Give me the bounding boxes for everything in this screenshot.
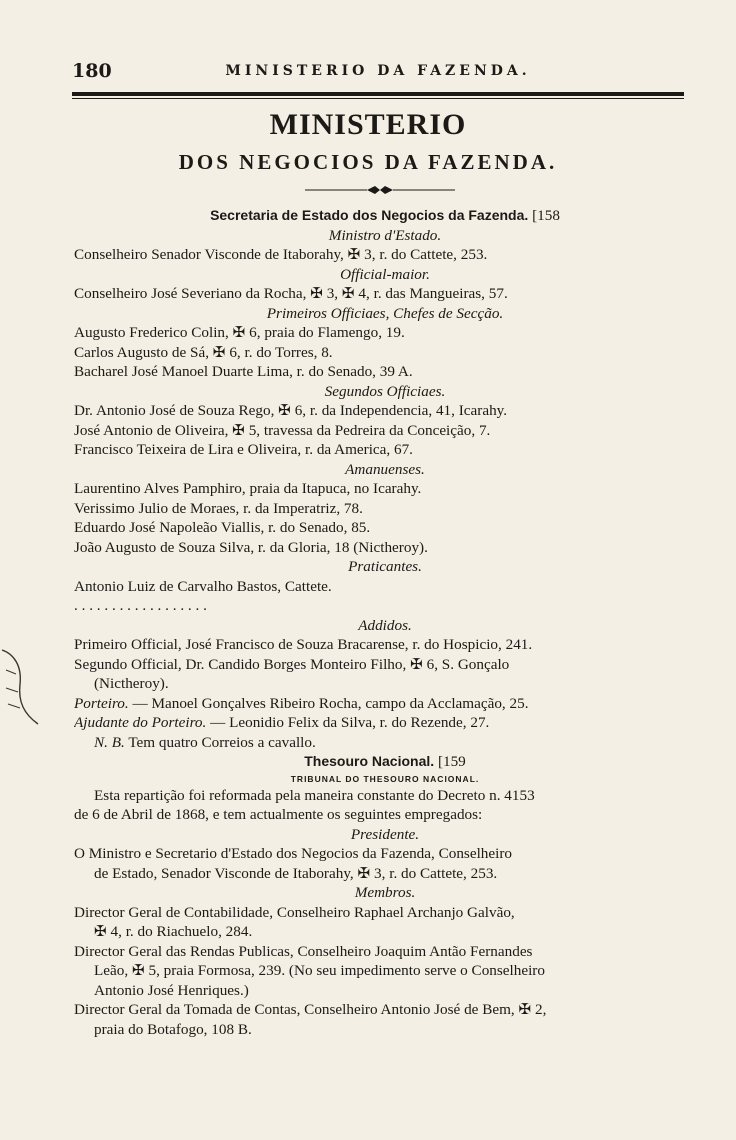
praticantes-label: Praticantes. xyxy=(348,558,422,575)
amanuenses-label: Amanuenses. xyxy=(345,460,425,478)
thesouro-subheading: TRIBUNAL DO THESOURO NACIONAL. xyxy=(290,773,480,784)
list-item: Augusto Frederico Colin, ✠ 6, praia do Flamengo, 19. xyxy=(74,324,405,341)
dotted-separator: . . . . . . . . . . . . . . . . . . xyxy=(74,597,207,614)
membros-label: Membros. xyxy=(354,884,416,901)
addidos-label: Addidos. xyxy=(358,616,412,634)
list-item: Carlos Augusto de Sá, ✠ 6, r. do Torres, 8. xyxy=(74,343,333,361)
porteiro-entry: Porteiro. — Manoel Gonçalves Ribeiro Rocha, campo da Acclamação, 25. xyxy=(74,694,529,712)
main-title: MINISTERIO xyxy=(269,108,467,141)
membro-3-cont: praia do Botafogo, 108 B. xyxy=(94,1020,252,1038)
list-item: Verissimo Julio de Moraes, r. da Imperatriz, 78. xyxy=(74,499,363,517)
membro-2: Director Geral das Rendas Publicas, Conselheiro Joaquim Antão Fernandes xyxy=(74,942,533,960)
primeiros-label: Primeiros Officiaes, Chefes de Secção. xyxy=(266,304,504,322)
page-number: 180 xyxy=(72,60,112,82)
addidos-entry-2-cont: (Nictheroy). xyxy=(94,675,169,692)
thesouro-heading: Thesouro Nacional. [159 xyxy=(304,753,466,770)
membro-3: Director Geral da Tomada de Contas, Conselheiro Antonio José de Bem, ✠ 2, xyxy=(74,1001,547,1018)
nb-note: N. B. Tem quatro Correios a cavallo. xyxy=(94,733,316,751)
list-item: Antonio Luiz de Carvalho Bastos, Cattete. xyxy=(74,577,332,595)
ornament-divider-icon xyxy=(305,184,455,196)
oficial-entry: Conselheiro José Severiano da Rocha, ✠ 3, ✠ 4, r. das Mangueiras, 57. xyxy=(74,285,508,302)
list-item: José Antonio de Oliveira, ✠ 5, travessa da Pedreira da Conceição, 7. xyxy=(74,421,491,439)
document-body xyxy=(74,206,696,1039)
list-item: Francisco Teixeira de Lira e Oliveira, r. da America, 67. xyxy=(74,441,413,458)
thesouro-intro-1: Esta repartição foi reformada pela maneira constante do Decreto n. 4153 xyxy=(94,786,535,804)
list-item: João Augusto de Souza Silva, r. da Gloria, 18 (Nictheroy). xyxy=(74,538,428,556)
list-item: Eduardo José Napoleão Viallis, r. do Senado, 85. xyxy=(74,519,371,536)
running-header xyxy=(72,60,684,86)
sub-title: DOS NEGOCIOS DA FAZENDA. xyxy=(178,150,558,174)
segundos-label: Segundos Officiaes. xyxy=(324,382,446,400)
list-item: Dr. Antonio José de Souza Rego, ✠ 6, r. da Independencia, 41, Icarahy. xyxy=(74,402,508,419)
list-item: Laurentino Alves Pamphiro, praia da Itapuca, no Icarahy. xyxy=(74,480,422,497)
ministro-label: Ministro d'Estado. xyxy=(328,226,442,244)
presidente-entry-2: de Estado, Senador Visconde de Itaborahy, ✠ 3, r. do Cattete, 253. xyxy=(94,864,498,882)
header-rule-thick xyxy=(72,92,684,96)
ajudante-entry: Ajudante do Porteiro. — Leonidio Felix da Silva, r. do Rezende, 27. xyxy=(74,714,490,731)
presidente-label: Presidente. xyxy=(350,825,420,843)
secretaria-heading: Secretaria de Estado dos Negocios da Fazenda. [158 xyxy=(210,207,560,224)
presidente-entry-1: O Ministro e Secretario d'Estado dos Negocios da Fazenda, Conselheiro xyxy=(74,845,513,862)
running-title: MINISTERIO DA FAZENDA. xyxy=(225,63,531,79)
list-item: Bacharel José Manoel Duarte Lima, r. do Senado, 39 A. xyxy=(74,363,413,380)
membro-2-cont: Antonio José Henriques.) xyxy=(94,981,249,999)
addidos-entry-1: Primeiro Official, José Francisco de Souza Bracarense, r. do Hospicio, 241. xyxy=(74,636,533,653)
membro-2-cont: Leão, ✠ 5, praia Formosa, 239. (No seu impedimento serve o Conselheiro xyxy=(94,962,545,979)
header-rule-thin xyxy=(72,98,684,99)
addidos-entry-2: Segundo Official, Dr. Candido Borges Monteiro Filho, ✠ 6, S. Gonçalo xyxy=(74,655,510,673)
oficial-label: Official-maior. xyxy=(340,265,430,283)
thesouro-intro-2: de 6 de Abril de 1868, e tem actualmente os seguintes empregados: xyxy=(74,806,483,823)
margin-scribble-icon xyxy=(0,640,40,730)
ministro-entry: Conselheiro Senador Visconde de Itaborahy, ✠ 3, r. do Cattete, 253. xyxy=(74,246,488,263)
membro-1: Director Geral de Contabilidade, Conselheiro Raphael Archanjo Galvão, xyxy=(74,903,515,921)
membro-1-cont: ✠ 4, r. do Riachuelo, 284. xyxy=(94,923,253,940)
